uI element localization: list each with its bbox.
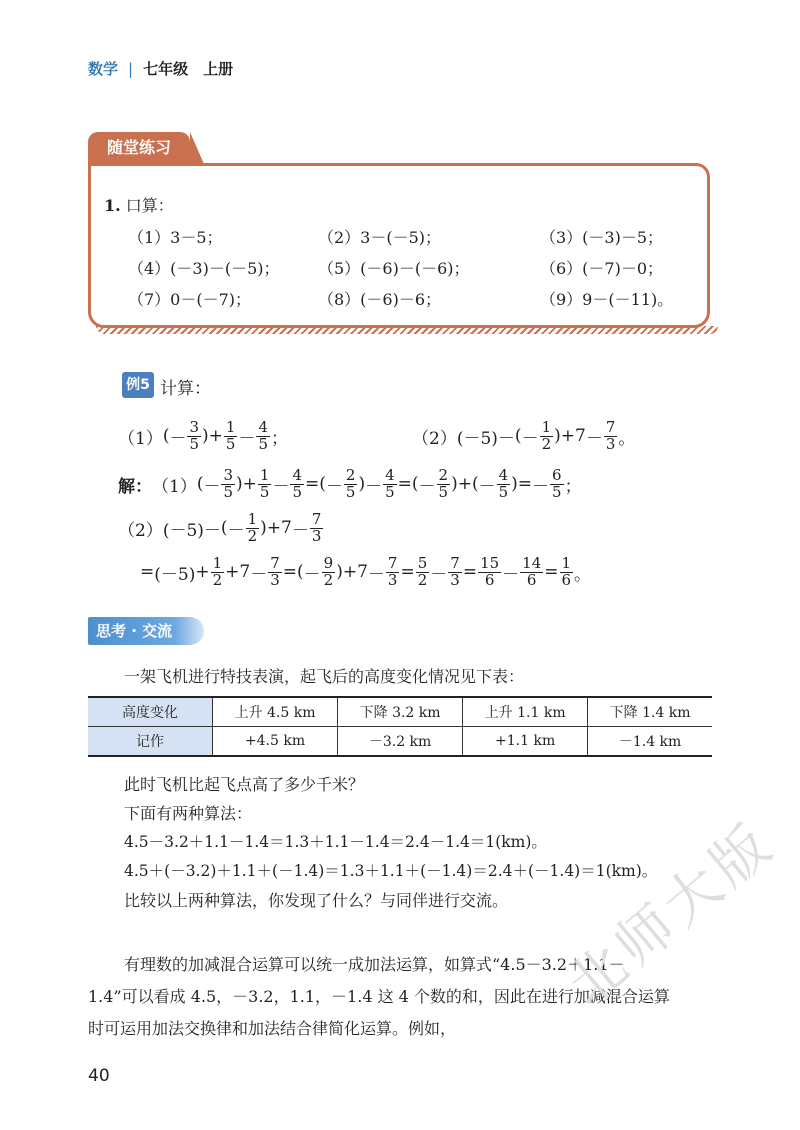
- table-cell: －1.4 km: [588, 727, 712, 757]
- fraction: [478, 556, 501, 589]
- paragraph-line: 时可运用加法交换律和加法结合律简化运算。例如，: [88, 1019, 457, 1038]
- denominator: 5: [498, 482, 509, 501]
- numerator: 3: [223, 466, 234, 484]
- question-number: 1.: [104, 196, 121, 215]
- numerator: 2: [438, 466, 449, 484]
- term: (－5): [456, 428, 498, 449]
- fraction: [221, 468, 235, 501]
- fraction: [497, 468, 511, 501]
- numerator: 1: [259, 466, 270, 484]
- think-question: 此时飞机比起飞点高了多少千米？: [124, 775, 365, 794]
- exercise-item: （4）(－3)－(－5)；: [128, 259, 280, 278]
- numerator: 3: [189, 418, 200, 436]
- table-row: [88, 697, 712, 727]
- op: －: [250, 564, 268, 585]
- exercise-item: （3）(－3)－5；: [540, 228, 664, 247]
- numerator: 9: [323, 554, 334, 572]
- methods-label: 下面有两种算法：: [124, 804, 253, 823]
- numerator: 7: [387, 554, 398, 572]
- method-1: 4.5－3.2＋1.1－1.4＝1.3＋1.1－1.4＝2.4－1.4＝1(km)。: [124, 833, 547, 851]
- exercise-item: （7）0－(－7)；: [128, 290, 252, 309]
- term: (－5): [162, 520, 204, 541]
- paren: ): [358, 474, 366, 495]
- denominator: 3: [605, 434, 616, 453]
- op: －: [325, 476, 343, 497]
- denominator: 3: [450, 570, 460, 589]
- paren: (: [471, 474, 479, 495]
- solution-2-line-1: [118, 512, 324, 545]
- fraction: [224, 420, 238, 453]
- table-row: [88, 727, 712, 757]
- paren: (: [514, 426, 522, 447]
- subject: 数学: [88, 60, 119, 78]
- paren: ): [336, 562, 343, 583]
- op: －: [418, 476, 436, 497]
- fraction: [550, 468, 564, 501]
- op: +: [208, 426, 223, 447]
- denominator: 2: [541, 434, 552, 453]
- practice-tab: [88, 132, 190, 164]
- op: －: [478, 476, 496, 497]
- page-header: [88, 58, 233, 79]
- table-cell: +1.1 km: [463, 727, 588, 757]
- op: －: [203, 520, 221, 541]
- op: +: [242, 474, 257, 495]
- exercise-item: （1）3－5；: [128, 228, 223, 247]
- fraction: [246, 512, 260, 545]
- practice-tab-label: 随堂练习: [106, 138, 171, 157]
- paren: (: [196, 474, 204, 495]
- paren: ): [554, 426, 561, 447]
- op: =: [305, 474, 320, 495]
- paren: ): [202, 426, 209, 447]
- denominator: 5: [225, 434, 236, 453]
- denominator: 5: [292, 482, 302, 501]
- op: －: [430, 564, 448, 585]
- denominator: 5: [552, 482, 562, 501]
- header-separator: |: [128, 60, 134, 78]
- fraction: [344, 468, 358, 501]
- fraction: [322, 556, 336, 589]
- op: =: [282, 562, 298, 583]
- table-cell: +4.5 km: [213, 727, 338, 757]
- compare-prompt: 比较以上两种算法，你发现了什么？与同伴进行交流。: [124, 891, 509, 910]
- denominator: 2: [247, 526, 258, 545]
- op: +: [457, 474, 472, 495]
- altitude-table: [88, 696, 712, 757]
- numerator: 14: [522, 554, 542, 572]
- denominator: 2: [417, 570, 428, 589]
- op: +: [342, 562, 358, 583]
- numerator: 1: [247, 510, 258, 528]
- fraction: [268, 556, 282, 589]
- paren: (: [297, 562, 304, 583]
- solution-1: [118, 468, 582, 501]
- op: =: [400, 562, 415, 583]
- numerator: 2: [345, 466, 356, 484]
- term: 7: [575, 426, 586, 447]
- page-number: 40: [88, 1066, 110, 1086]
- solution-label: 解：: [118, 476, 152, 497]
- fraction: [560, 556, 574, 589]
- question-1: [104, 193, 174, 216]
- numerator: 6: [552, 466, 562, 484]
- denominator: 5: [223, 482, 234, 501]
- fraction: [310, 512, 324, 545]
- example-badge: 例5: [122, 372, 154, 398]
- fraction: [383, 468, 397, 501]
- fraction: [256, 420, 270, 453]
- denominator: 5: [345, 482, 356, 501]
- numerator: 15: [480, 554, 500, 572]
- solution-2-line-2: [140, 556, 591, 589]
- grade-volume: 七年级 上册: [143, 60, 234, 78]
- numerator: 7: [311, 510, 322, 528]
- numerator: 1: [561, 554, 572, 572]
- problem-label: （1）: [152, 476, 197, 497]
- fraction: [604, 420, 618, 453]
- numerator: 7: [605, 418, 616, 436]
- table-cell: 上升 1.1 km: [463, 697, 588, 727]
- paren: (: [319, 474, 326, 495]
- fraction: [386, 556, 400, 589]
- exercise-item: （6）(－7)－0；: [540, 259, 664, 278]
- op: －: [502, 564, 520, 585]
- fraction: [187, 420, 201, 453]
- punct: ；: [271, 428, 288, 449]
- punct: 。: [618, 428, 636, 449]
- denominator: 3: [270, 570, 280, 589]
- denominator: 3: [387, 570, 398, 589]
- op: =: [140, 562, 155, 583]
- problem-label: （2）: [412, 428, 457, 449]
- question-label: 口算：: [125, 196, 174, 215]
- problem-label: （1）: [118, 428, 163, 449]
- exercise-item: （9）9－(－11)。: [540, 290, 674, 309]
- table-cell: 上升 4.5 km: [213, 697, 338, 727]
- paragraph-line: 1.4”可以看成 4.5，－3.2，1.1，－1.4 这 4 个数的和，因此在进行加减混合运算: [88, 987, 670, 1006]
- op: +: [225, 562, 240, 583]
- table-cell: 下降 3.2 km: [338, 697, 463, 727]
- table-row-header: 记作: [88, 727, 213, 757]
- punct: ；: [564, 476, 582, 497]
- fraction: [437, 468, 451, 501]
- paragraph-line: 有理数的加减混合运算可以统一成加法运算，如算式“4.5－3.2＋1.1－: [124, 955, 625, 974]
- op: －: [227, 520, 245, 541]
- table-cell: 下降 1.4 km: [588, 697, 712, 727]
- fraction: [258, 468, 272, 501]
- fraction: [211, 556, 225, 589]
- problem-2: [412, 420, 635, 453]
- table-cell: －3.2 km: [338, 727, 463, 757]
- term: 7: [357, 562, 368, 583]
- problem-label: （2）: [118, 520, 163, 541]
- numerator: 4: [385, 466, 395, 484]
- think-exchange-label: 思考 · 交流: [96, 622, 173, 640]
- term: (－5): [154, 564, 196, 585]
- op: －: [238, 428, 256, 449]
- exercise-item: （5）(－6)－(－6)；: [318, 259, 470, 278]
- fraction: [448, 556, 462, 589]
- fraction: [520, 556, 543, 589]
- paren: (: [220, 518, 228, 539]
- denominator: 5: [259, 482, 270, 501]
- denominator: 6: [526, 570, 537, 589]
- op: －: [367, 564, 385, 585]
- denominator: 5: [189, 434, 200, 453]
- example-title: 计算：: [160, 379, 211, 399]
- problem-1: [118, 420, 288, 453]
- op: +: [195, 562, 210, 583]
- publisher-watermark: 北师大版: [555, 809, 788, 1019]
- paren: ): [260, 518, 267, 539]
- denominator: 6: [484, 570, 495, 589]
- op: =: [397, 474, 412, 495]
- think-exchange-tab: [88, 617, 204, 645]
- fraction: [416, 556, 430, 589]
- punct: 。: [574, 564, 592, 585]
- method-2: 4.5＋(－3.2)＋1.1＋(－1.4)＝1.3＋1.1＋(－1.4)＝2.4＋(－1.4)＝1(km)。: [124, 862, 658, 880]
- numerator: 1: [212, 554, 223, 572]
- op: －: [497, 428, 515, 449]
- denominator: 3: [311, 526, 322, 545]
- numerator: 1: [541, 418, 552, 436]
- op: －: [521, 428, 539, 449]
- exercise-item: （8）(－6)－6；: [318, 290, 442, 309]
- term: 7: [239, 562, 251, 583]
- op: －: [585, 428, 603, 449]
- numerator: 4: [498, 466, 509, 484]
- op: +: [560, 426, 575, 447]
- denominator: 2: [323, 570, 334, 589]
- fraction: [290, 468, 304, 501]
- denominator: 2: [212, 570, 223, 589]
- numerator: 7: [270, 554, 280, 572]
- numerator: 5: [417, 554, 428, 572]
- op: +: [266, 518, 281, 539]
- op: －: [203, 476, 221, 497]
- table-row-header: 高度变化: [88, 697, 213, 727]
- op: －: [169, 428, 187, 449]
- op: =: [544, 562, 559, 583]
- op: －: [365, 476, 383, 497]
- paren: ): [451, 474, 458, 495]
- paren: (: [162, 426, 170, 447]
- exercise-item: （2）3－(－5)；: [318, 228, 442, 247]
- denominator: 5: [438, 482, 449, 501]
- paren: ): [236, 474, 243, 495]
- op: =: [517, 474, 533, 495]
- denominator: 6: [561, 570, 572, 589]
- numerator: 7: [450, 554, 460, 572]
- paren: (: [411, 474, 419, 495]
- op: －: [303, 564, 321, 585]
- op: －: [291, 520, 309, 541]
- numerator: 1: [225, 418, 236, 436]
- op: =: [462, 562, 478, 583]
- op: －: [272, 476, 290, 497]
- numerator: 4: [258, 418, 268, 436]
- denominator: 5: [258, 434, 268, 453]
- fraction: [540, 420, 554, 453]
- denominator: 5: [385, 482, 395, 501]
- term: 7: [281, 518, 292, 539]
- numerator: 4: [292, 466, 302, 484]
- paren: ): [511, 474, 518, 495]
- think-intro: 一架飞机进行特技表演，起飞后的高度变化情况见下表：: [124, 667, 525, 686]
- op: －: [532, 476, 550, 497]
